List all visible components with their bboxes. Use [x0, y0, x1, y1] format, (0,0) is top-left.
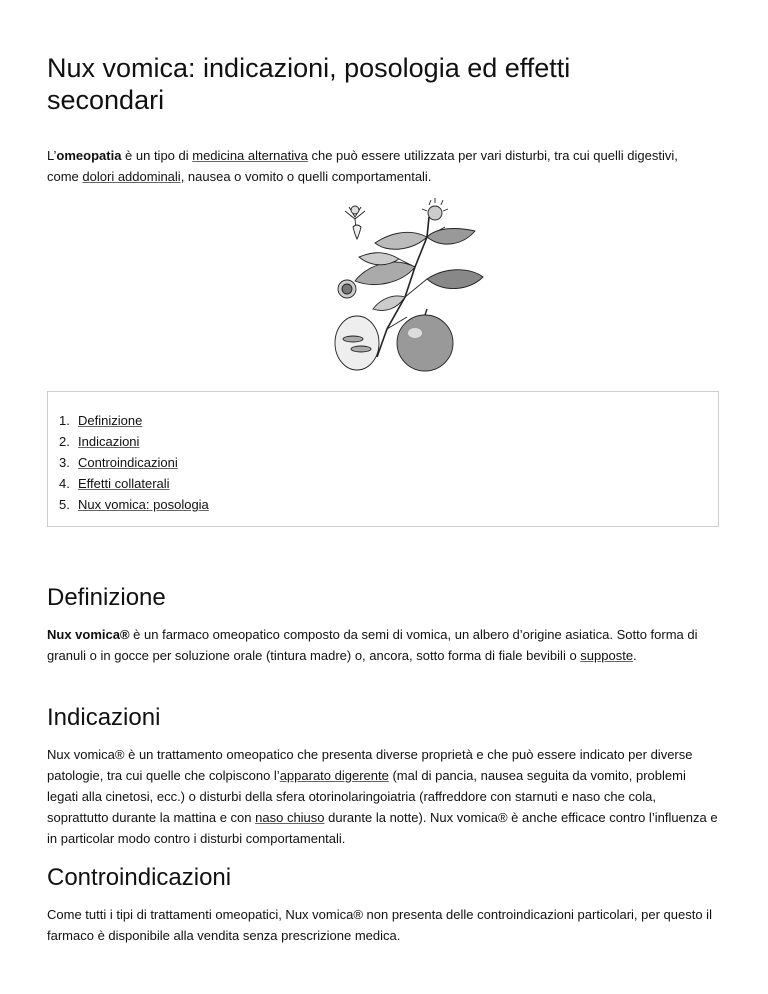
indicazioni-text: Nux vomica® è un trattamento omeopatico che presenta diverse proprietà e che può essere indicato per diverse patologie, tra cui quelle che colpiscono l’ — [47, 747, 693, 783]
intro-paragraph — [47, 145, 707, 187]
intro-text: , nausea o vomito o quelli comportamentali. — [180, 169, 432, 184]
toc-link-posologia[interactable]: Nux vomica: posologia — [78, 497, 209, 512]
indicazioni-text: durante la notte). Nux vomica® è anche efficace contro l’influenza e in particolar modo contro i disturbi comportamentali. — [47, 810, 718, 846]
link-dolori-addominali[interactable]: dolori addominali — [82, 169, 181, 184]
table-of-contents — [47, 391, 719, 527]
intro-text: L’ — [47, 148, 57, 163]
page-title: Nux vomica: indicazioni, posologia ed effetti secondari — [47, 53, 571, 115]
bold-nux-vomica: Nux vomica® — [47, 627, 130, 642]
heading-indicazioni: Indicazioni — [47, 704, 161, 731]
intro-text: che può essere utilizzata per vari disturbi, tra cui quelli digestivi, come — [47, 148, 678, 184]
indicazioni-text: (mal di pancia, nausea seguita da vomito, problemi legati alla cinetosi, ecc.) o disturbi della sfera otorinolaringoiatria (raffreddore con starnuti e naso che cola, soprattutto durante la mattina e con — [47, 768, 686, 825]
definizione-text: . — [633, 648, 637, 663]
link-medicina-alternativa[interactable]: medicina alternativa — [192, 148, 308, 163]
toc-link-controindicazioni[interactable]: Controindicazioni — [78, 455, 178, 470]
definizione-text: è un farmaco omeopatico composto da semi di vomica, un albero d’origine asiatica. Sotto forma di granuli o in gocce per soluzione orale (tintura madre) o, ancora, sotto forma di fiale bevibili o — [47, 627, 698, 663]
toc-list — [59, 410, 209, 515]
toc-link-definizione[interactable]: Definizione — [78, 413, 143, 428]
toc-link-indicazioni[interactable]: Indicazioni — [78, 434, 140, 449]
toc-item — [59, 473, 209, 494]
toc-item — [59, 431, 209, 452]
link-apparato-digerente[interactable]: apparato digerente — [279, 768, 389, 783]
paragraph-indicazioni — [47, 744, 719, 849]
link-naso-chiuso[interactable]: naso chiuso — [255, 810, 325, 825]
toc-item — [59, 494, 209, 515]
paragraph-controindicazioni: Come tutti i tipi di trattamenti omeopatici, Nux vomica® non presenta delle controindicazioni particolari, per questo il farmaco è disponibile alla vendita senza prescrizione medica. — [47, 907, 712, 943]
toc-item — [59, 452, 209, 473]
toc-item-number: 3. — [59, 455, 70, 470]
toc-item-number: 2. — [59, 434, 70, 449]
toc-item-number: 5. — [59, 497, 70, 512]
toc-link-effetti-collaterali[interactable]: Effetti collaterali — [78, 476, 170, 491]
toc-item — [59, 410, 209, 431]
nux-vomica-plant-illustration-icon — [287, 197, 487, 375]
heading-controindicazioni: Controindicazioni — [47, 864, 232, 891]
intro-text: è un tipo di — [121, 148, 193, 163]
intro-bold-term: omeopatia — [56, 148, 122, 163]
link-supposte[interactable]: supposte — [580, 648, 634, 663]
plant-illustration — [287, 197, 487, 375]
toc-item-number: 4. — [59, 476, 70, 491]
paragraph-definizione — [47, 624, 719, 666]
toc-item-number: 1. — [59, 413, 70, 428]
heading-definizione: Definizione — [47, 584, 166, 611]
